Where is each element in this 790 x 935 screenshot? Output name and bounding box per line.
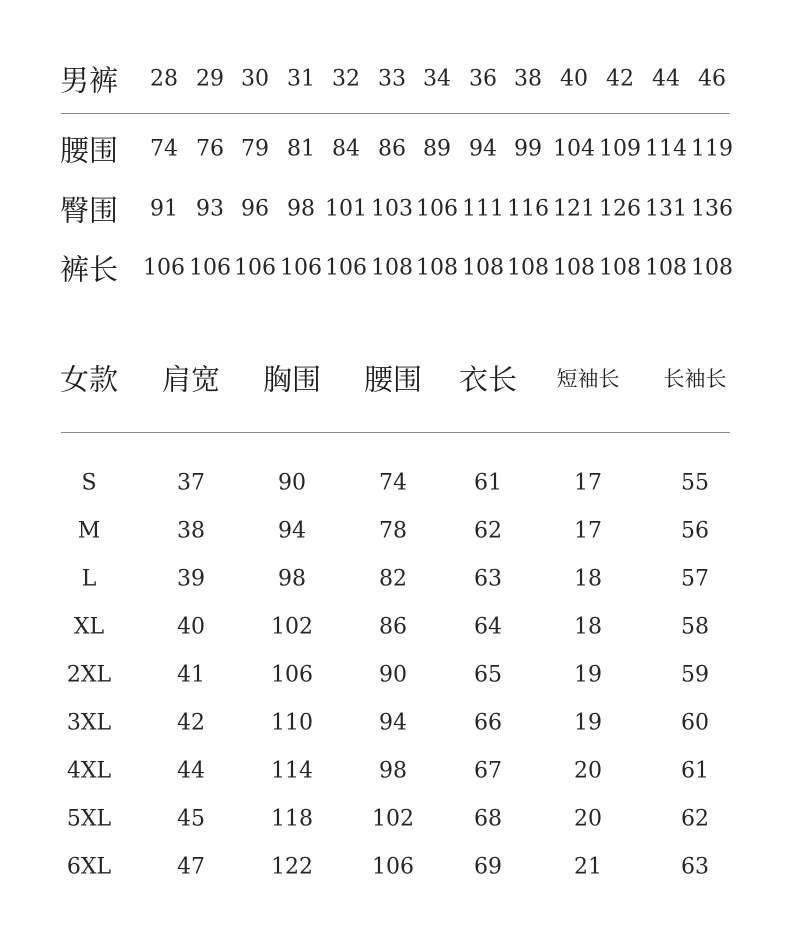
mens-cell: 111 (462, 196, 504, 222)
mens-cell: 108 (416, 255, 458, 281)
womens-size-label: 4XL (66, 758, 112, 784)
mens-cell: 121 (553, 196, 595, 222)
mens-cell: 106 (280, 255, 322, 281)
mens-cell: 108 (462, 255, 504, 281)
mens-cell: 108 (507, 255, 549, 281)
mens-cell: 91 (150, 196, 178, 222)
womens-cell: 106 (372, 854, 414, 880)
mens-cell: 108 (371, 255, 413, 281)
mens-cell: 76 (196, 136, 224, 162)
womens-cell: 17 (574, 470, 602, 496)
mens-cell: 136 (691, 196, 733, 222)
womens-cell: 19 (574, 710, 602, 736)
womens-cell: 61 (681, 758, 709, 784)
womens-cell: 114 (271, 758, 313, 784)
womens-cell: 102 (372, 806, 414, 832)
mens-cell: 81 (287, 136, 315, 162)
mens-size-header: 44 (652, 66, 680, 92)
womens-size-label: M (77, 518, 101, 544)
womens-cell: 63 (681, 854, 709, 880)
mens-size-header: 33 (378, 66, 406, 92)
mens-size-header: 32 (332, 66, 360, 92)
womens-column-header: 肩宽 (161, 362, 221, 397)
mens-cell: 108 (645, 255, 687, 281)
mens-cell: 79 (241, 136, 269, 162)
mens-cell: 106 (189, 255, 231, 281)
womens-cell: 68 (474, 806, 502, 832)
mens-row-label: 臀围 (60, 193, 119, 228)
womens-size-label: 3XL (66, 710, 112, 736)
womens-cell: 62 (474, 518, 502, 544)
womens-size-label: L (81, 566, 97, 592)
womens-column-header: 腰围 (363, 362, 423, 397)
mens-cell: 98 (287, 196, 315, 222)
womens-cell: 56 (681, 518, 709, 544)
mens-size-header: 36 (469, 66, 497, 92)
mens-row-label: 裤长 (60, 252, 119, 287)
mens-cell: 109 (599, 136, 641, 162)
mens-cell: 108 (691, 255, 733, 281)
womens-cell: 55 (681, 470, 709, 496)
womens-cell: 66 (474, 710, 502, 736)
mens-cell: 86 (378, 136, 406, 162)
mens-cell: 99 (514, 136, 542, 162)
mens-cell: 116 (507, 196, 549, 222)
mens-size-header: 42 (606, 66, 634, 92)
mens-cell: 106 (325, 255, 367, 281)
womens-cell: 39 (177, 566, 205, 592)
womens-cell: 90 (379, 662, 407, 688)
womens-cell: 20 (574, 806, 602, 832)
womens-cell: 41 (177, 662, 205, 688)
womens-cell: 37 (177, 470, 205, 496)
mens-size-header: 46 (698, 66, 726, 92)
mens-cell: 106 (234, 255, 276, 281)
mens-cell: 126 (599, 196, 641, 222)
womens-cell: 65 (474, 662, 502, 688)
womens-cell: 21 (574, 854, 602, 880)
womens-cell: 69 (474, 854, 502, 880)
womens-cell: 19 (574, 662, 602, 688)
womens-cell: 62 (681, 806, 709, 832)
womens-cell: 18 (574, 566, 602, 592)
mens-cell: 131 (645, 196, 687, 222)
womens-cell: 110 (271, 710, 313, 736)
mens-cell: 89 (423, 136, 451, 162)
womens-header-divider (61, 432, 730, 433)
mens-table-title: 男裤 (60, 63, 119, 98)
mens-cell: 94 (469, 136, 497, 162)
mens-cell: 93 (196, 196, 224, 222)
mens-header-divider (61, 113, 730, 114)
womens-cell: 94 (278, 518, 306, 544)
womens-cell: 98 (379, 758, 407, 784)
mens-size-header: 40 (560, 66, 588, 92)
womens-cell: 20 (574, 758, 602, 784)
mens-size-header: 28 (150, 66, 178, 92)
womens-cell: 45 (177, 806, 205, 832)
womens-column-header: 长袖长 (663, 367, 727, 391)
mens-row-label: 腰围 (60, 133, 119, 168)
mens-size-header: 38 (514, 66, 542, 92)
womens-cell: 106 (271, 662, 313, 688)
womens-cell: 38 (177, 518, 205, 544)
womens-cell: 64 (474, 614, 502, 640)
womens-cell: 74 (379, 470, 407, 496)
womens-cell: 58 (681, 614, 709, 640)
womens-size-label: 2XL (66, 662, 112, 688)
mens-cell: 96 (241, 196, 269, 222)
womens-cell: 44 (177, 758, 205, 784)
mens-cell: 108 (599, 255, 641, 281)
womens-size-label: 6XL (66, 854, 112, 880)
womens-cell: 122 (271, 854, 313, 880)
womens-cell: 42 (177, 710, 205, 736)
womens-cell: 98 (278, 566, 306, 592)
womens-cell: 47 (177, 854, 205, 880)
womens-cell: 67 (474, 758, 502, 784)
womens-cell: 102 (271, 614, 313, 640)
mens-cell: 108 (553, 255, 595, 281)
mens-size-header: 34 (423, 66, 451, 92)
womens-cell: 57 (681, 566, 709, 592)
mens-cell: 114 (645, 136, 687, 162)
womens-cell: 63 (474, 566, 502, 592)
womens-size-label: XL (73, 614, 105, 640)
womens-cell: 86 (379, 614, 407, 640)
womens-cell: 60 (681, 710, 709, 736)
mens-cell: 84 (332, 136, 360, 162)
mens-size-header: 30 (241, 66, 269, 92)
womens-cell: 94 (379, 710, 407, 736)
mens-cell: 106 (143, 255, 185, 281)
womens-cell: 82 (379, 566, 407, 592)
womens-cell: 40 (177, 614, 205, 640)
womens-column-header: 胸围 (262, 362, 322, 397)
womens-cell: 59 (681, 662, 709, 688)
mens-cell: 104 (553, 136, 595, 162)
womens-size-label: S (81, 470, 97, 496)
womens-cell: 78 (379, 518, 407, 544)
womens-column-header: 短袖长 (556, 367, 620, 391)
mens-cell: 106 (416, 196, 458, 222)
womens-table-title: 女款 (60, 362, 119, 397)
mens-cell: 119 (691, 136, 733, 162)
womens-cell: 61 (474, 470, 502, 496)
womens-cell: 118 (271, 806, 313, 832)
mens-cell: 74 (150, 136, 178, 162)
womens-size-label: 5XL (66, 806, 112, 832)
mens-cell: 103 (371, 196, 413, 222)
mens-cell: 101 (325, 196, 367, 222)
womens-cell: 90 (278, 470, 306, 496)
womens-column-header: 衣长 (458, 362, 518, 397)
mens-size-header: 29 (196, 66, 224, 92)
mens-size-header: 31 (287, 66, 315, 92)
womens-cell: 17 (574, 518, 602, 544)
womens-cell: 18 (574, 614, 602, 640)
